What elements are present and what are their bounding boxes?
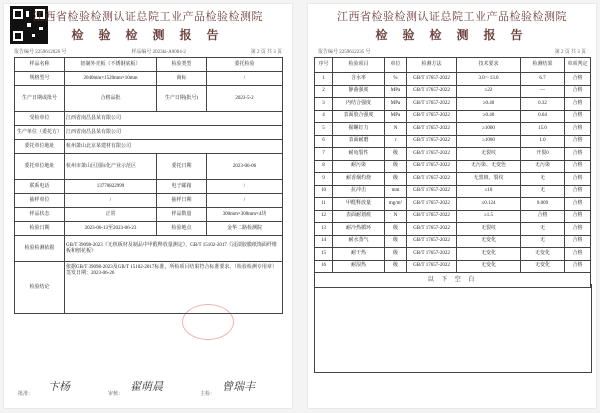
table-cell: 级 bbox=[385, 223, 407, 236]
table-row bbox=[15, 194, 283, 208]
table-cell: N bbox=[385, 210, 407, 223]
table-cell: 无 bbox=[521, 185, 565, 198]
table-cell: GB/T 17657-2022 bbox=[407, 85, 457, 98]
table-row bbox=[15, 58, 283, 72]
table-cell: 级 bbox=[385, 173, 407, 186]
table-cell: 无 bbox=[521, 173, 565, 186]
table-row bbox=[315, 135, 591, 148]
table-header-cell: 单位 bbox=[385, 58, 407, 73]
table-cell: 无裂纹 bbox=[457, 148, 521, 161]
table-row bbox=[15, 222, 283, 236]
table-cell: 杭州市萧山区国际化产业示范区 bbox=[65, 154, 157, 180]
table-cell: 表面耐磨 bbox=[333, 135, 385, 148]
table-cell: / bbox=[65, 194, 157, 208]
header-subtitle: 检 验 检 测 报 告 bbox=[71, 28, 225, 42]
table-cell: 合格 bbox=[565, 85, 591, 98]
report-number: 报告编号 2259612235 号 bbox=[318, 50, 371, 55]
table-cell: 13770822999 bbox=[65, 180, 157, 194]
table-row bbox=[315, 260, 591, 273]
table-cell: 2023-06-06 bbox=[207, 154, 283, 180]
table-cell: 合格 bbox=[565, 123, 591, 136]
table-cell: 委托日期 bbox=[157, 154, 207, 180]
table-cell: r bbox=[385, 135, 407, 148]
table-row bbox=[15, 86, 283, 112]
table-cell: 级 bbox=[385, 148, 407, 161]
table-row bbox=[15, 262, 283, 314]
table-cell: ≥1000 bbox=[457, 123, 521, 136]
sample-info-table bbox=[14, 57, 283, 314]
table-cell: 杭州萧山北京某建材有限公司 bbox=[65, 140, 283, 154]
approver-signature: 卞杨 bbox=[48, 380, 70, 393]
table-cell: 4 bbox=[315, 110, 333, 123]
table-cell: ≥1.5 bbox=[457, 210, 521, 223]
table-cell: 生产单位（委托方） bbox=[15, 126, 65, 140]
table-cell: 合格 bbox=[565, 260, 591, 273]
table-cell: 15.0 bbox=[521, 123, 565, 136]
table-cell: 耐龟裂性 bbox=[333, 148, 385, 161]
table-cell: 无变化 bbox=[457, 260, 521, 273]
table-header-cell: 技术要求 bbox=[457, 58, 521, 73]
table-cell: 检验日期 bbox=[15, 222, 65, 236]
table-cell: 1.0 bbox=[521, 135, 565, 148]
table-cell: GB/T 17657-2022 bbox=[407, 210, 457, 223]
table-row bbox=[315, 85, 591, 98]
table-row bbox=[315, 223, 591, 236]
table-cell: 无黑斑、裂纹 bbox=[457, 173, 521, 186]
table-row bbox=[15, 154, 283, 180]
table-cell: GB/T 17657-2022 bbox=[407, 160, 457, 173]
table-cell: GB/T 17657-2022 bbox=[407, 185, 457, 198]
table-cell: 检验类型 bbox=[157, 58, 207, 72]
table-header-cell: 检测方法 bbox=[407, 58, 457, 73]
table-cell: 13 bbox=[315, 223, 333, 236]
table-cell: % bbox=[385, 73, 407, 86]
table-cell: GB/T 17657-2022 bbox=[407, 110, 457, 123]
table-cell: 合格 bbox=[565, 135, 591, 148]
table-cell: 商标 bbox=[157, 72, 207, 86]
table-cell: 5 bbox=[315, 123, 333, 136]
table-cell: ≥1000 bbox=[457, 135, 521, 148]
table-cell: GB/T 17657-2022 bbox=[407, 98, 457, 111]
table-cell: 无污染 bbox=[521, 160, 565, 173]
table-cell: 样品名称 bbox=[15, 58, 65, 72]
table-cell: 9 bbox=[315, 173, 333, 186]
table-cell: 握螺钉力 bbox=[333, 123, 385, 136]
table-cell: 0.009 bbox=[521, 198, 565, 211]
table-cell: 0.32 bbox=[521, 98, 565, 111]
table-cell: GB/T 17657-2022 bbox=[407, 148, 457, 161]
table-cell: GB/T 17657-2022 bbox=[407, 173, 457, 186]
report-meta bbox=[318, 48, 586, 55]
table-cell: 委托单位地址 bbox=[15, 140, 65, 154]
table-cell: 6.7 bbox=[521, 73, 565, 86]
table-cell: 3 bbox=[315, 98, 333, 111]
table-cell: 级 bbox=[385, 235, 407, 248]
table-cell: GB/T 17657-2022 bbox=[407, 223, 457, 236]
table-row bbox=[15, 112, 283, 126]
table-cell: 含水率 bbox=[333, 73, 385, 86]
table-row bbox=[315, 98, 591, 111]
report-page-right bbox=[308, 4, 596, 408]
table-cell: GB/T 39098-2023《无机板材及制品中甲醛释放量测定》，GB/T 15102-2017《浸渍胶膜纸饰面纤维板和刨花板》 bbox=[65, 236, 283, 262]
table-cell: 江西省南昌县某有限公司 bbox=[65, 112, 283, 126]
table-cell: 合格 bbox=[565, 173, 591, 186]
table-cell: GB/T 17657-2022 bbox=[407, 135, 457, 148]
table-cell: 2023-06-13至2023-06-23 bbox=[65, 222, 157, 236]
table-cell: 表面胶合强度 bbox=[333, 110, 385, 123]
sample-number: 样品编号 2023ki-A0004-2 bbox=[131, 50, 186, 55]
table-header-cell: 检测结果 bbox=[521, 58, 565, 73]
table-cell: 2 bbox=[315, 85, 333, 98]
table-cell: 样品数量 bbox=[157, 208, 207, 222]
table-cell: 无污染、无变色 bbox=[457, 160, 521, 173]
table-row bbox=[315, 110, 591, 123]
table-cell: ≥22 bbox=[457, 85, 521, 98]
table-cell: 抽样单位 bbox=[15, 194, 65, 208]
table-row bbox=[15, 208, 283, 222]
table-cell: 检验检测依据 bbox=[15, 236, 65, 262]
report-meta bbox=[14, 48, 282, 55]
table-cell: 表面耐划痕 bbox=[333, 210, 385, 223]
table-cell: 生产日期或批号 bbox=[15, 86, 65, 112]
table-row bbox=[15, 72, 283, 86]
header-title: 江西省检验检测认证总院工业产品检验检测院 bbox=[337, 11, 567, 23]
table-cell: / bbox=[207, 180, 283, 194]
table-cell: 合格 bbox=[521, 210, 565, 223]
table-cell: 7 bbox=[315, 148, 333, 161]
table-cell: 合格 bbox=[565, 110, 591, 123]
table-cell: 0.64 bbox=[521, 110, 565, 123]
table-cell: / bbox=[207, 72, 283, 86]
table-row bbox=[15, 140, 283, 154]
table-cell: 铝制外壳板（不锈钢底板） bbox=[65, 58, 157, 72]
page-number: 第 2 页 共 3 页 bbox=[250, 50, 282, 55]
table-cell: ≤10 bbox=[457, 185, 521, 198]
header-title: 江西省检验检测认证总院工业产品检验检测院 bbox=[33, 11, 263, 23]
table-cell: ≥0.40 bbox=[457, 110, 521, 123]
table-cell: 合格品批 bbox=[65, 86, 157, 112]
table-row bbox=[315, 235, 591, 248]
table-cell: 样品状态 bbox=[15, 208, 65, 222]
table-cell: 1 bbox=[315, 73, 333, 86]
inspector-signature: 曾瑞丰 bbox=[222, 380, 255, 393]
table-cell: mg/m³ bbox=[385, 198, 407, 211]
table-cell: 合格 bbox=[565, 198, 591, 211]
table-cell: 受检单位 bbox=[15, 112, 65, 126]
table-row bbox=[315, 198, 591, 211]
table-cell: 委托单位地址 bbox=[15, 154, 65, 180]
table-cell: 耐污染 bbox=[333, 160, 385, 173]
report-number: 报告编号 2259612026 号 bbox=[14, 50, 67, 55]
table-cell: 11 bbox=[315, 198, 333, 211]
table-cell: 检验结论 bbox=[15, 262, 65, 314]
table-cell: 耐湿热 bbox=[333, 260, 385, 273]
table-cell: 无变化 bbox=[521, 260, 565, 273]
table-header-cell: 检验项目 bbox=[333, 58, 385, 73]
table-cell: 2040mm×1520mm×10mm bbox=[65, 72, 157, 86]
table-cell: 江西省南昌县某有限公司 bbox=[65, 126, 283, 140]
table-cell: 3.0～13.0 bbox=[457, 73, 521, 86]
table-cell: 合格 bbox=[565, 235, 591, 248]
table-row bbox=[315, 123, 591, 136]
table-cell: / bbox=[207, 194, 283, 208]
reviewer-label: 审核： bbox=[108, 392, 124, 397]
table-cell: 金华二路检测院 bbox=[207, 222, 283, 236]
table-cell: 16 bbox=[315, 260, 333, 273]
table-cell: 抗冲击 bbox=[333, 185, 385, 198]
table-cell: N bbox=[385, 123, 407, 136]
table-cell: 委托检验 bbox=[207, 58, 283, 72]
table-cell: 合格 bbox=[565, 223, 591, 236]
table-cell: 无裂纹 bbox=[457, 223, 521, 236]
table-row bbox=[15, 236, 283, 262]
table-cell: 联系电话 bbox=[15, 180, 65, 194]
test-results-table bbox=[314, 57, 591, 288]
approver-label: 批准： bbox=[18, 392, 34, 397]
table-cell: — bbox=[521, 85, 565, 98]
table-header-cell: 序号 bbox=[315, 58, 333, 73]
table-header-row bbox=[315, 58, 591, 73]
table-cell: 电子邮箱 bbox=[157, 180, 207, 194]
table-cell: GB/T 17657-2022 bbox=[407, 198, 457, 211]
table-row bbox=[315, 73, 591, 86]
table-cell: 无变化 bbox=[457, 248, 521, 261]
table-cell: 静曲强度 bbox=[333, 85, 385, 98]
table-cell: 内结合强度 bbox=[333, 98, 385, 111]
table-cell: 合格 bbox=[565, 160, 591, 173]
table-cell: 级 bbox=[385, 260, 407, 273]
table-cell: MPa bbox=[385, 98, 407, 111]
table-cell: 检验地点 bbox=[157, 222, 207, 236]
table-cell: 以 下 空 白 bbox=[315, 273, 591, 288]
table-cell: 300mm×300mm×4块 bbox=[207, 208, 283, 222]
table-cell: 无变化 bbox=[521, 248, 565, 261]
table-cell: GB/T 17657-2022 bbox=[407, 260, 457, 273]
table-cell: GB/T 17657-2022 bbox=[407, 235, 457, 248]
table-cell: 合格 bbox=[565, 98, 591, 111]
table-cell: ≤0.124 bbox=[457, 198, 521, 211]
blank-area bbox=[314, 284, 592, 373]
table-cell: 合格 bbox=[565, 210, 591, 223]
reviewer-signature: 翟萌晨 bbox=[130, 380, 163, 393]
table-cell: 15 bbox=[315, 248, 333, 261]
table-cell: 无变化 bbox=[457, 235, 521, 248]
table-row bbox=[15, 180, 283, 194]
table-cell: 2023-5-2 bbox=[207, 86, 283, 112]
table-cell: 正常 bbox=[65, 208, 157, 222]
table-cell: 规格型号 bbox=[15, 72, 65, 86]
report-page-left bbox=[4, 4, 292, 408]
table-cell: 合格 bbox=[565, 248, 591, 261]
table-cell: mm bbox=[385, 185, 407, 198]
table-row bbox=[315, 160, 591, 173]
table-cell: 14 bbox=[315, 235, 333, 248]
table-cell: 10 bbox=[315, 185, 333, 198]
table-cell: 12 bbox=[315, 210, 333, 223]
inspector-label: 主检： bbox=[200, 392, 216, 397]
table-row bbox=[15, 126, 283, 140]
table-cell: 级 bbox=[385, 160, 407, 173]
table-cell: 开裂0 bbox=[521, 148, 565, 161]
table-cell: 级 bbox=[385, 248, 407, 261]
table-row bbox=[315, 173, 591, 186]
table-cell: 合格 bbox=[565, 73, 591, 86]
official-seal bbox=[182, 304, 234, 340]
table-cell: 6 bbox=[315, 135, 333, 148]
table-cell: 甲醛释放量 bbox=[333, 198, 385, 211]
table-cell: 依据GB/T 39098-2023及GB/T 15102-2017标准，所检项目结果符合标准要求。（检验检测专用章）签发日期：2023-06-26 bbox=[65, 262, 283, 314]
table-cell: 8 bbox=[315, 160, 333, 173]
header-subtitle: 检 验 检 测 报 告 bbox=[375, 28, 529, 42]
table-cell: 抽样日期 bbox=[157, 194, 207, 208]
table-cell: 耐香烟灼烧 bbox=[333, 173, 385, 186]
table-cell: MPa bbox=[385, 85, 407, 98]
table-row bbox=[315, 248, 591, 261]
table-cell: GB/T 17657-2022 bbox=[407, 123, 457, 136]
table-row bbox=[315, 148, 591, 161]
table-row bbox=[315, 185, 591, 198]
table-cell: 生产日期(批号) bbox=[157, 86, 207, 112]
table-cell: 合格 bbox=[565, 148, 591, 161]
table-row bbox=[315, 210, 591, 223]
table-cell: 耐水蒸气 bbox=[333, 235, 385, 248]
table-cell: ≥0.40 bbox=[457, 98, 521, 111]
table-cell: GB/T 17657-2022 bbox=[407, 73, 457, 86]
table-header-cell: 单项判定 bbox=[565, 58, 591, 73]
table-cell: 合格 bbox=[565, 185, 591, 198]
table-cell: GB/T 17657-2022 bbox=[407, 248, 457, 261]
table-cell: 无 bbox=[521, 235, 565, 248]
table-cell: 耐干热 bbox=[333, 248, 385, 261]
table-cell: 无 bbox=[521, 223, 565, 236]
table-cell: MPa bbox=[385, 110, 407, 123]
table-cell: 耐冷热循环 bbox=[333, 223, 385, 236]
page-number: 第 2 页 共 3 页 bbox=[554, 50, 586, 55]
